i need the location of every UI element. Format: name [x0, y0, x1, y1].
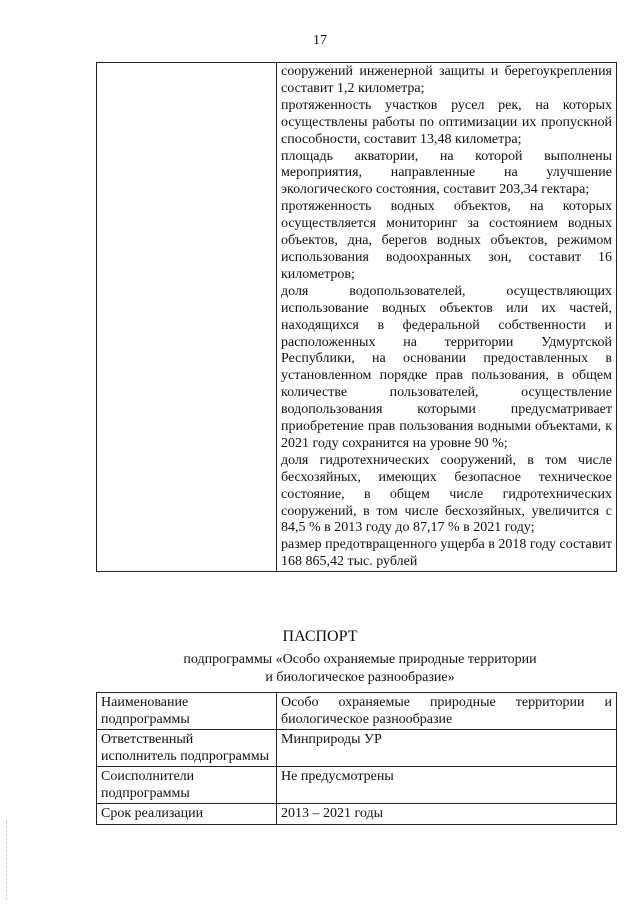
indicator-paragraph: доля гидротехнических сооружений, в том числе бесхозяйных, имеющих безопасное техническое состояние, в общем числе гидротехнических сооружений, в том числе бесхозяйных, увеличится с 84,5 % в 2013 году до 87,17 % в 2021 году; — [281, 452, 612, 536]
indicator-paragraph: размер предотвращенного ущерба в 2018 году составит 168 865,42 тыс. рублей — [281, 537, 612, 570]
indicators-empty-cell — [97, 63, 277, 572]
indicator-paragraph: протяженность водных объектов, на которых осуществляется мониторинг за состоянием водных объектов, дна, берегов водных объектов, режимом использования водоохранных зон, составит 16 километров; — [281, 199, 612, 282]
scan-edge-marks — [6, 820, 9, 900]
indicators-row — [97, 63, 617, 572]
indicator-paragraph: сооружений инженерной защиты и берегоукрепления составит 1,2 километра; — [281, 64, 612, 96]
passport-value: Не предусмотрены — [277, 767, 617, 804]
passport-value: Особо охраняемые природные территории и биологическое разнообразие — [277, 693, 617, 730]
passport-row-coexecutors — [97, 767, 617, 804]
passport-value: 2013 – 2021 годы — [277, 804, 617, 825]
passport-value: Минприроды УР — [277, 730, 617, 767]
passport-subtitle-line2: и биологическое разнообразие» — [265, 669, 455, 685]
passport-subtitle-line1: подпрограммы «Особо охраняемые природные территории — [183, 652, 537, 667]
passport-label: Ответственный исполнитель подпрограммы — [97, 730, 277, 767]
page-number: 17 — [313, 33, 327, 48]
indicators-table — [96, 62, 617, 572]
passport-subtitle — [80, 651, 640, 686]
indicator-paragraph: площадь акватории, на которой выполнены мероприятия, направленные на улучшение экологического состояния, составит 203,34 гектара; — [281, 148, 612, 198]
indicator-paragraph: протяженность участков русел рек, на которых осуществлены работы по оптимизации их пропускной способности, составит 13,48 километра; — [281, 97, 612, 147]
indicators-cell — [277, 63, 617, 572]
passport-label: Наименование подпрограммы — [97, 693, 277, 730]
passport-title: ПАСПОРТ — [282, 628, 358, 645]
passport-table — [96, 692, 617, 825]
indicator-paragraph: доля водопользователей, осуществляющих использование водных объектов или их частей, находящихся в федеральной собственности и расположенных на территории Удмуртской Республики, на основании предоставленных в установленном порядке прав пользования, в общем количестве пользователей, осуществление водопользования которыми предусматривает приобретение прав пользования водными объектами, к 2021 году сохранится на уровне 90 %; — [281, 283, 612, 451]
passport-row-name — [97, 693, 617, 730]
passport-row-period — [97, 804, 617, 825]
passport-label: Соисполнители подпрограммы — [97, 767, 277, 804]
passport-row-executor — [97, 730, 617, 767]
passport-label: Срок реализации — [97, 804, 277, 825]
